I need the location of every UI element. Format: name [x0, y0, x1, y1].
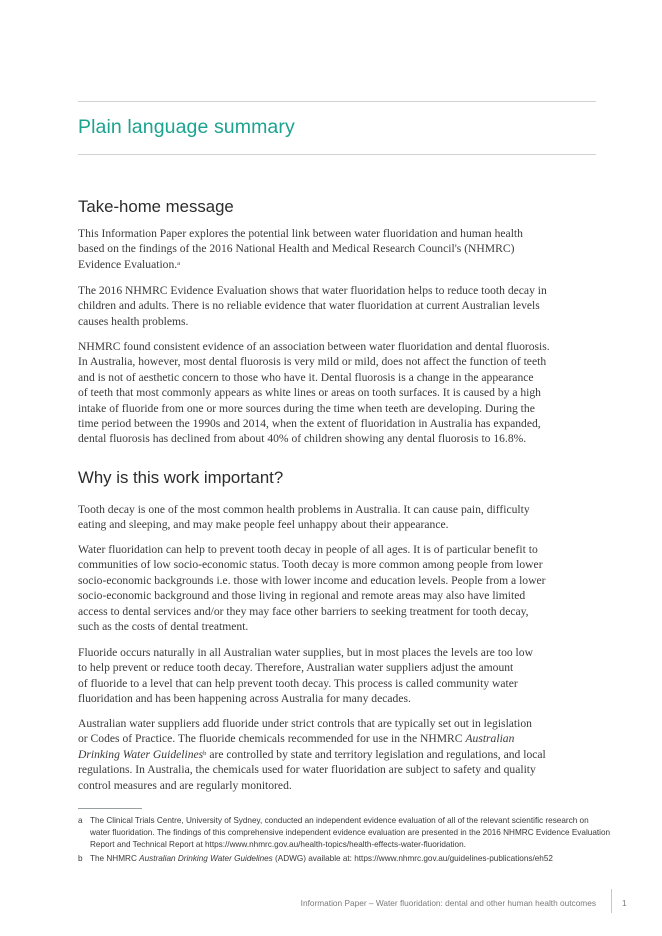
- guideline-title-italic: Australian Drinking Water Guidelines: [139, 854, 273, 863]
- paragraph: [78, 226, 596, 272]
- text-line: of teeth that most commonly appears as white lines or areas on tooth surfaces. It is caused by a high: [78, 386, 541, 400]
- paragraph: [78, 542, 596, 634]
- title-divider: [78, 154, 596, 155]
- paragraph: [78, 502, 596, 533]
- text-line: Fluoride occurs naturally in all Australian water supplies, but in most places the levels are too low: [78, 646, 533, 659]
- section-heading-why-important: Why is this work important?: [78, 468, 284, 487]
- text-line: eating and sleeping, and may make people feel unhappy about their appearance.: [78, 518, 449, 532]
- section-heading-take-home: Take-home message: [78, 197, 234, 216]
- text-line: access to dental services and/or they may face other barriers to seeking treatment for tooth decay,: [78, 604, 529, 618]
- footnote-line: The Clinical Trials Centre, University of Sydney, conducted an independent evidence evaluation of all of the relevant scientific research on: [90, 816, 589, 825]
- text-line: control measures and are regularly monitored.: [78, 778, 292, 792]
- paragraph: [78, 716, 596, 793]
- page-title: Plain language summary: [78, 116, 295, 138]
- footnote-line: water fluoridation. The findings of this comprehensive independent evidence evaluation are presented in the 2016 NHMRC Evidence Evaluation: [90, 828, 611, 837]
- text-line: based on the findings of the 2016 National Health and Medical Research Council's (NHMRC): [78, 242, 515, 256]
- text-line: or Codes of Practice. The fluoride chemicals recommended for use in the NHMRC: [78, 732, 466, 746]
- text-line: time period between the 1990s and 2014, when the extent of fluoridation in Australia has expanded,: [78, 417, 541, 431]
- page-number: 1: [622, 898, 627, 908]
- text-line: dental fluorosis has declined from about 40% of children showing any dental fluorosis to 16.8%.: [78, 432, 527, 446]
- footnote-divider: [78, 808, 142, 809]
- paragraph: [78, 339, 596, 447]
- footnote-a: [78, 815, 611, 851]
- footnote-ref-a[interactable]: a: [177, 259, 181, 267]
- text-line: of fluoride to a level that can help prevent tooth decay. This process is called community water: [78, 676, 518, 690]
- text-line: fluoridation and has been happening across Australia for many decades.: [78, 692, 411, 706]
- text-line: Water fluoridation can help to prevent tooth decay in people of all ages. It is of particular benefit to: [78, 543, 538, 556]
- text-line: children and adults. There is no reliable evidence that water fluoridation at current Australian levels: [78, 299, 540, 313]
- guideline-title-italic: Drinking Water Guidelines: [78, 747, 204, 761]
- text-line: In Australia, however, most dental fluorosis is very mild or mild, does not affect the function of teeth: [78, 355, 547, 369]
- text-line: socio-economic backgrounds i.e. those with lower income and education levels. People from a lower: [78, 573, 546, 587]
- text-line: communities of low socio-economic status. Tooth decay is more common among people from lower: [78, 558, 543, 572]
- text-line: socio-economic background and those living in regional and remote areas may also have limited: [78, 589, 526, 603]
- footnote-ref-b[interactable]: b: [203, 749, 207, 757]
- text-line: are controlled by state and territory legislation and regulations, and local: [206, 747, 546, 761]
- text-line: regulations. In Australia, the chemicals used for water fluoridation are subject to safety and quality: [78, 763, 536, 777]
- text-line: This Information Paper explores the potential link between water fluoridation and human health: [78, 227, 523, 240]
- text-line: Australian water suppliers add fluoride under strict controls that are typically set out in legislation: [78, 717, 532, 730]
- text-line: and is not of aesthetic concern to those who have it. Dental fluorosis is a change in the appearance: [78, 370, 534, 384]
- text-line: NHMRC found consistent evidence of an association between water fluoridation and dental fluorosis.: [78, 340, 550, 353]
- footer-title: Information Paper – Water fluoridation: dental and other human health outcomes: [300, 898, 596, 908]
- top-divider: [78, 101, 596, 102]
- text-line: causes health problems.: [78, 314, 189, 328]
- footnote-text: (ADWG) available at: https://www.nhmrc.gov.au/guidelines-publications/eh52: [272, 854, 553, 863]
- text-line: Tooth decay is one of the most common health problems in Australia. It can cause pain, difficulty: [78, 503, 530, 516]
- footnote-marker: b: [78, 854, 83, 863]
- footnote-line: Report and Technical Report at https://www.nhmrc.gov.au/health-topics/health-effects-water-fluoridation.: [90, 840, 466, 849]
- text-line: such as the costs of dental treatment.: [78, 620, 249, 634]
- text-line: to help prevent or reduce tooth decay. Therefore, Australian water suppliers adjust the amount: [78, 661, 514, 675]
- footnote-marker: a: [78, 816, 83, 825]
- footer-divider: [611, 889, 612, 913]
- paragraph: [78, 645, 596, 707]
- guideline-title-italic: Australian: [465, 732, 515, 746]
- paragraph: [78, 283, 596, 329]
- footnote-text: The NHMRC: [90, 854, 140, 863]
- text-line: Evidence Evaluation.: [78, 257, 178, 271]
- footnote-b: [78, 853, 596, 865]
- text-line: intake of fluoride from one or more sources during the time when teeth are developing. During the: [78, 401, 535, 415]
- text-line: The 2016 NHMRC Evidence Evaluation shows that water fluoridation helps to reduce tooth decay in: [78, 284, 547, 297]
